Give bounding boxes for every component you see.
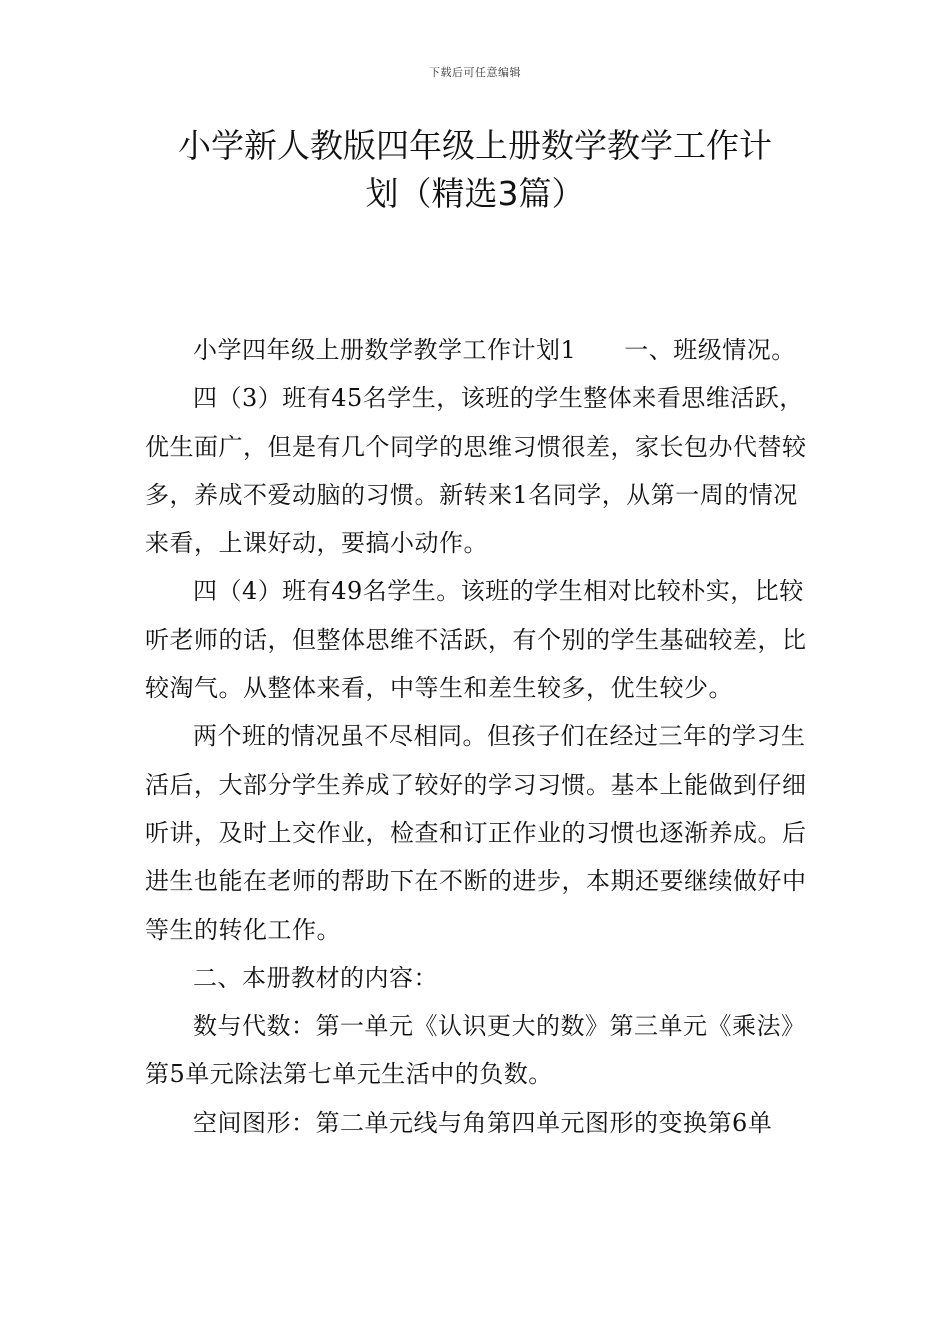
paragraph-class-4-4: 四（4）班有49名学生。该班的学生相对比较朴实，比较听老师的话，但整体思维不活跃，有个别的学生基础较差，比较淘气。从整体来看，中等生和差生较多，优生较少。 [145, 577, 807, 703]
document-body [145, 326, 813, 1147]
section-title-textbook-content: 二、本册教材的内容： [193, 963, 438, 992]
paragraph-numbers-algebra: 数与代数：第一单元《认识更大的数》第三单元《乘法》第5单元除法第七单元生活中的负数。 [145, 1012, 806, 1089]
header-note: 下载后可任意编辑 [429, 66, 521, 79]
doc-subtitle: 小学四年级上册数学教学工作计划1 [193, 336, 577, 364]
paragraph-space-figures: 空间图形：第二单元线与角第四单元图形的变换第6单 [193, 1108, 773, 1137]
paragraph-class-4-3: 四（3）班有45名学生，该班的学生整体来看思维活跃，优生面广，但是有几个同学的思维习惯很差，家长包办代替较多，养成不爱动脑的习惯。新转来1名同学，从第一周的情况来看，上课好动，要搞小动作。 [145, 384, 807, 558]
title-line-1: 小学新人教版四年级上册数学教学工作计 [178, 126, 772, 165]
title-line-2: 划（精选3篇） [365, 174, 585, 213]
document-title [140, 122, 810, 218]
paragraph-overall-situation: 两个班的情况虽不尽相同。但孩子们在经过三年的学习生活后，大部分学生养成了较好的学习习惯。基本上能做到仔细听讲，及时上交作业，检查和订正作业的习惯也逐渐养成。后进生也能在老师的帮助下在不断的进步，本期还要继续做好中等生的转化工作。 [145, 722, 807, 944]
section-title-class-situation: 一、班级情况。 [624, 336, 796, 364]
section-heading [145, 326, 813, 374]
